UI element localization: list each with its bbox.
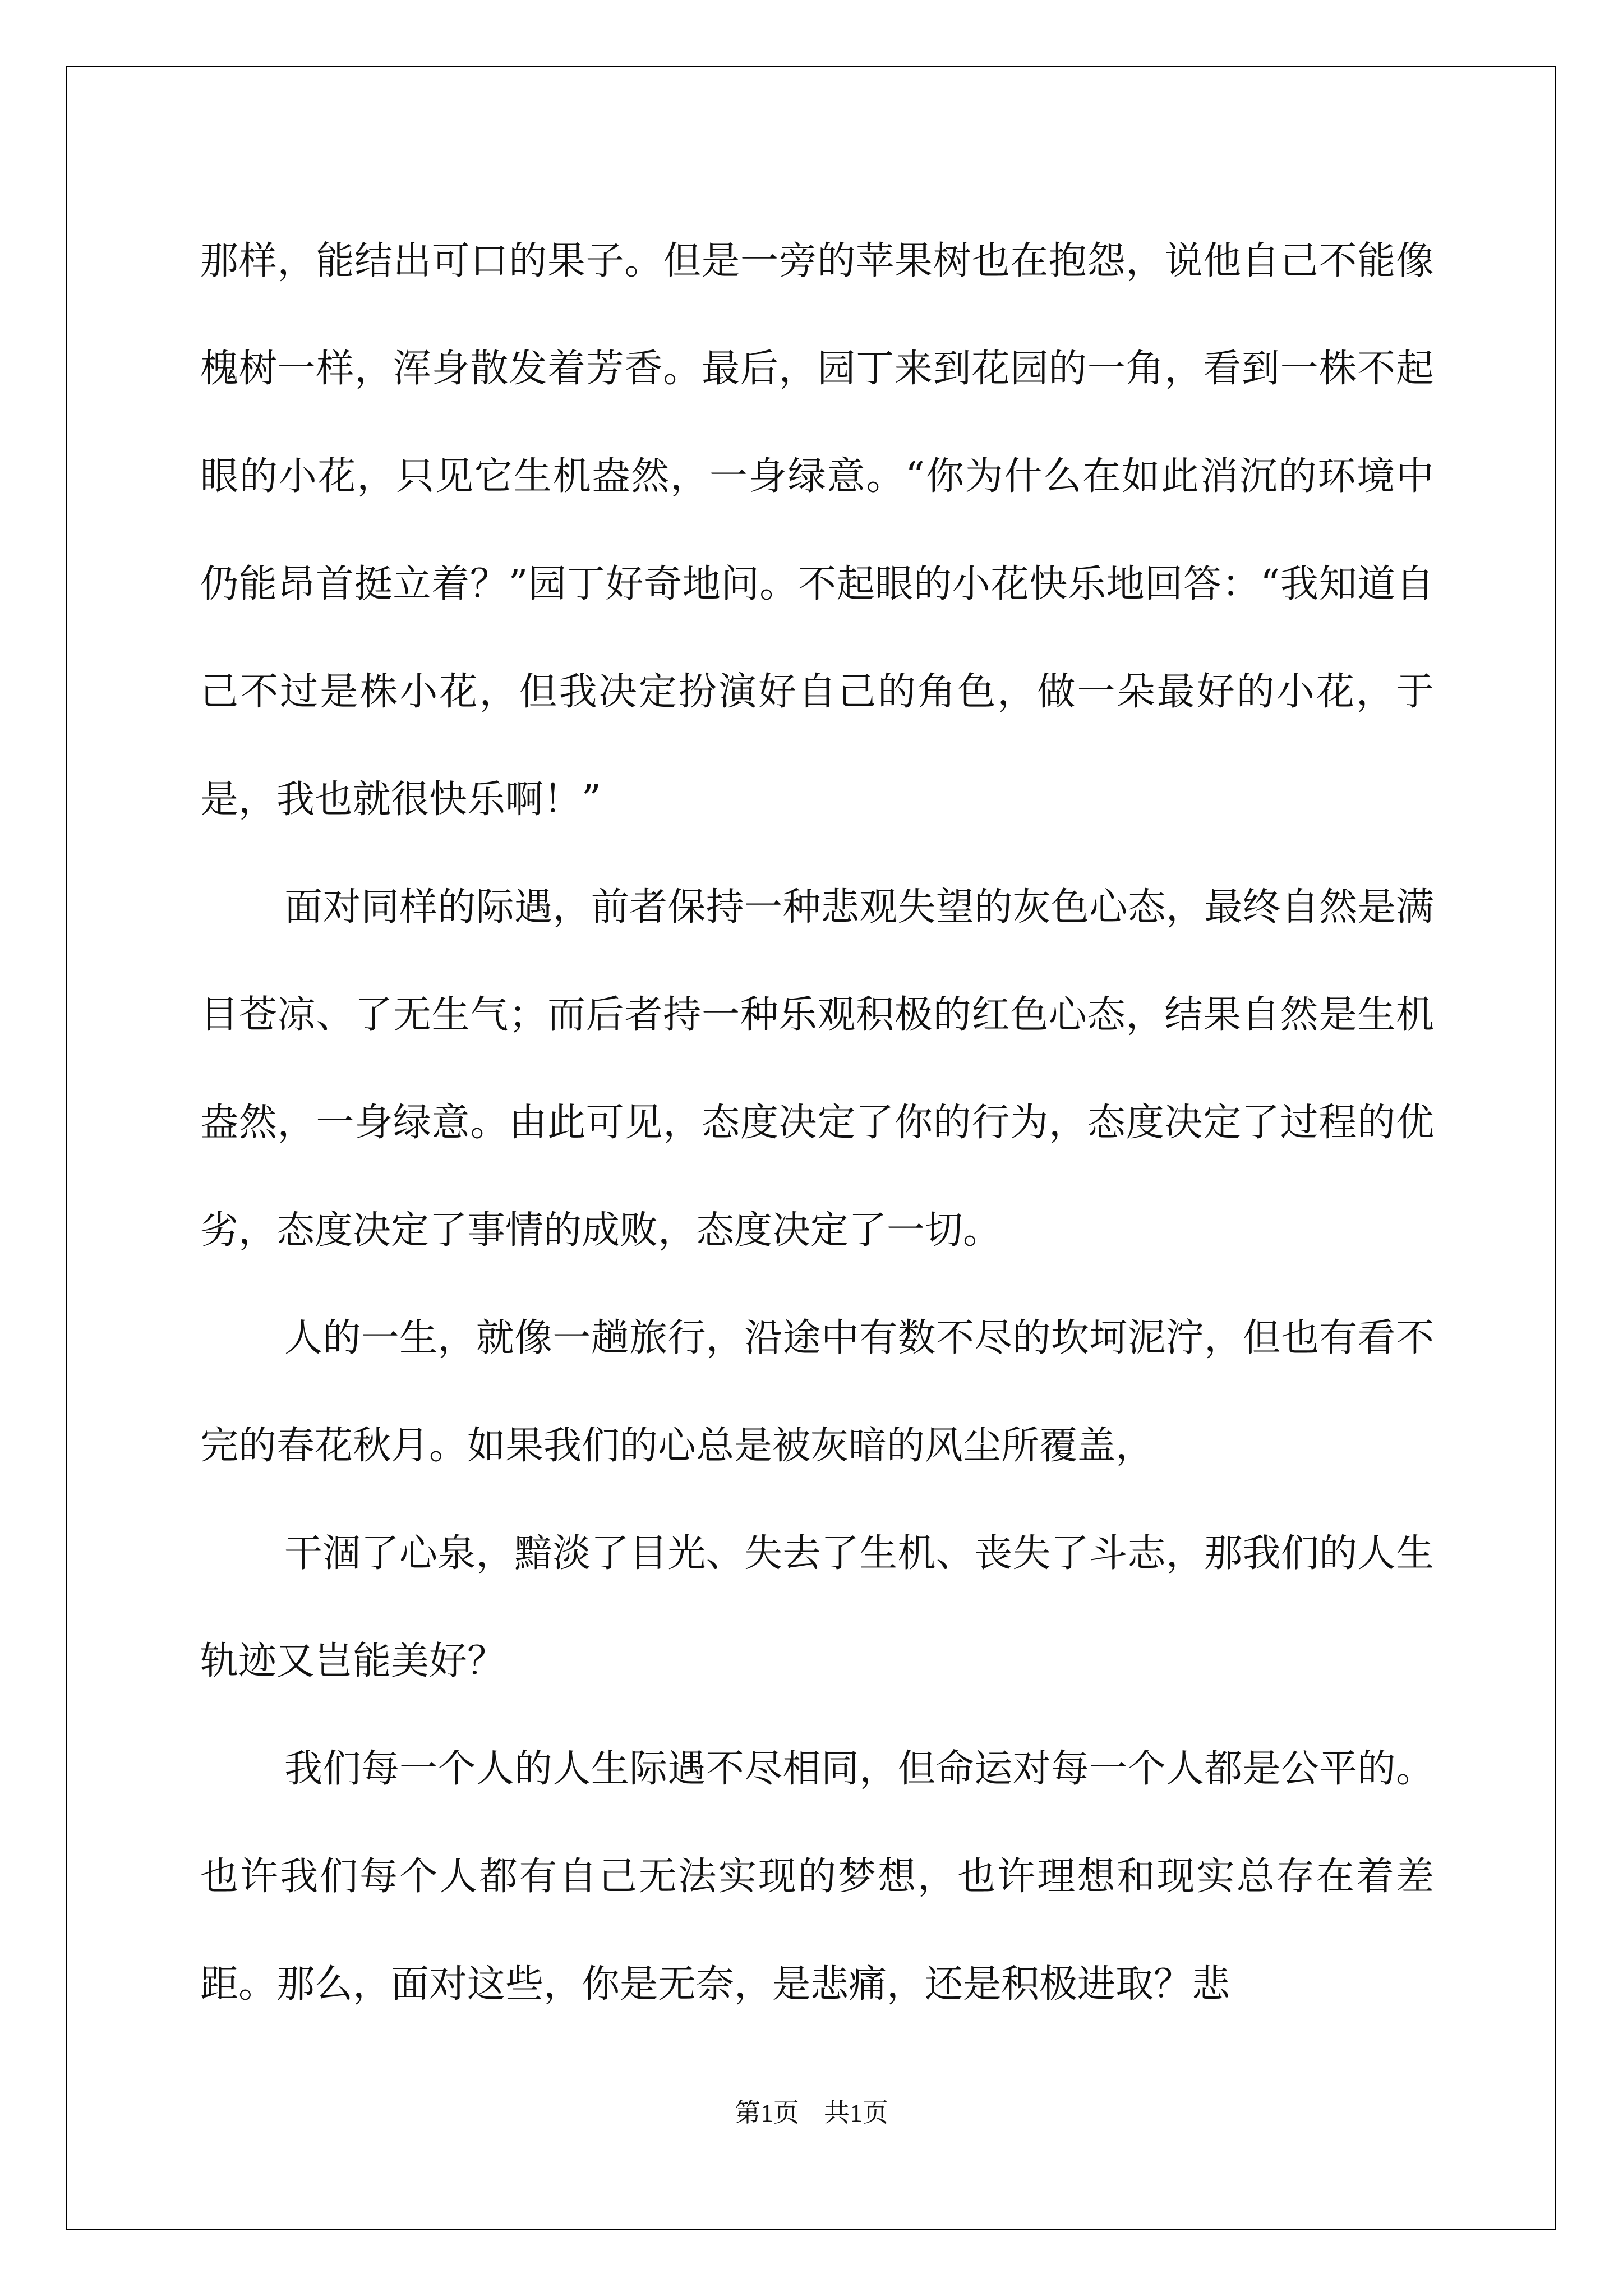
page-number: 第1页 bbox=[735, 2099, 799, 2127]
document-body bbox=[200, 208, 1434, 2039]
paragraph-4: 干涸了心泉，黯淡了目光、失去了生机、丧失了斗志，那我们的人生轨迹又岂能美好？ bbox=[200, 1531, 1434, 1683]
paragraph-3: 人的一生，就像一趟旅行，沿途中有数不尽的坎坷泥泞，但也有看不完的春花秋月。如果我们的心总是被灰暗的风尘所覆盖， bbox=[200, 1316, 1434, 1468]
page-footer bbox=[0, 2092, 1623, 2129]
paragraph-5: 我们每一个人的人生际遇不尽相同，但命运对每一个人都是公平的。也许我们每个人都有自己无法实现的梦想，也许理想和现实总存在着差距。那么，面对这些，你是无奈，是悲痛，还是积极进取？悲 bbox=[200, 1747, 1434, 2007]
paragraph-2: 面对同样的际遇，前者保持一种悲观失望的灰色心态，最终自然是满目苍凉、了无生气；而后者持一种乐观积极的红色心态，结果自然是生机盎然，一身绿意。由此可见，态度决定了你的行为，态度决定了过程的优劣，态度决定了事情的成败，态度决定了一切。 bbox=[200, 885, 1434, 1253]
paragraph-1: 那样，能结出可口的果子。但是一旁的苹果树也在抱怨，说他自己不能像槐树一样，浑身散发着芳香。最后，园丁来到花园的一角，看到一株不起眼的小花，只见它生机盎然，一身绿意。“你为什么在如此消沉的环境中仍能昂首挺立着？”园丁好奇地问。不起眼的小花快乐地回答：“我知道自己不过是株小花，但我决定扮演好自己的角色，做一朵最好的小花，于是，我也就很快乐啊！” bbox=[200, 239, 1434, 822]
page-total: 共1页 bbox=[824, 2099, 888, 2127]
